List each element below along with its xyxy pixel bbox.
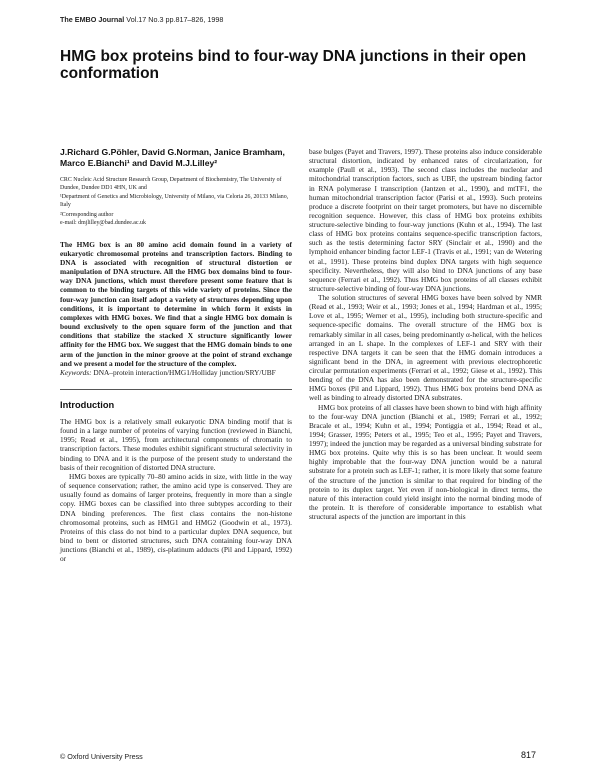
affiliation-milano: ¹Department of Genetics and Microbiology, University of Milano, via Celoria 26, 20133 Milano, Italy bbox=[60, 193, 289, 208]
affiliation-dundee: CRC Nucleic Acid Structure Research Group, Department of Biochemistry, The University of Dundee, Dundee DD1 4HN, UK and bbox=[60, 177, 282, 192]
right-column bbox=[309, 147, 542, 521]
journal-name: The EMBO Journal bbox=[60, 15, 125, 24]
page-number: 817 bbox=[521, 750, 537, 760]
intro-paragraph-2: HMG boxes are typically 70–80 amino acids in size, with little in the way of sequence conservation; rather, the amino acid type is conserved. They are usually found as domains of larger proteins, frequently in more than a single copy. HMG boxes can be classified into three subtypes according to their DNA binding preferences. The first class contains the non-histone chromosomal proteins, such as HMG1 and HMG2 (Goodwin et al., 1973). Proteins of this class do not bind to a particular duplex DNA sequence, but bind to bent or distorted structures, such DNA containing four-way DNA junctions (Bianchi et al., 1989), cis-platinum adducts (Pil and Lippard, 1992) or bbox=[60, 471, 292, 564]
abstract: The HMG box is an 80 amino acid domain found in a variety of eukaryotic chromosomal proteins and transcription factors. Binding to DNA is associated with recognition of structural distortion or manipulation of DNA structure. All the HMG box domains bind to four-way DNA junctions, which must therefore present some feature that is common to the binding targets of this wide variety of proteins. Since the four-way junction can itself adopt a variety of structures depending upon conditions, it is important to determine in which form it exists in complexes with HMG boxes. We find that a single HMG box domain is bound exclusively to the open square form of the junction and that conditions that stabilize the stacked X structure significantly lower affinity for the HMG box. We suggest that the HMG domain binds to one arm of the junction in the minor groove at the point of strand exchange and we present a model for the structure of the complex. bbox=[60, 239, 292, 368]
keywords-label: Keywords: bbox=[60, 367, 92, 377]
intro-paragraph-1: The HMG box is a relatively small eukaryotic DNA binding motif that is found in a large number of proteins of varying function (reviewed in Bianchi, 1995; Read et al., 1995), from architectural components of chromatin to transcription factors. These modules exhibit significant structural selectivity in binding to DNA and it is the purpose of the present study to understand the basis of their recognition of distorted DNA structure. bbox=[60, 416, 292, 472]
publisher-credit: © Oxford University Press bbox=[60, 752, 143, 761]
article-title: HMG box proteins bind to four-way DNA junctions in their open conformation bbox=[60, 48, 527, 82]
journal-header bbox=[60, 15, 223, 24]
corresponding-author-label: ²Corresponding author bbox=[60, 212, 114, 219]
journal-citation: Vol.17 No.3 pp.817–826, 1998 bbox=[124, 15, 224, 24]
introduction-heading: Introduction bbox=[60, 399, 115, 410]
keywords-text: DNA–protein interaction/HMG1/Holliday junction/SRY/UBF bbox=[91, 367, 276, 377]
author-list: J.Richard G.Pöhler, David G.Norman, Janice Bramham, Marco E.Bianchi¹ and David M.J.Lilley² bbox=[60, 147, 285, 169]
corresponding-email: e-mail: dmjlilley@bad.dundee.ac.uk bbox=[60, 219, 146, 226]
body-paragraph-3: HMG box proteins of all classes have been shown to bind with high affinity to the four-way DNA junction (Bianchi et al., 1989; Ferrari et al., 1992; Bracale et al., 1994; Kuhn et al., 1994; Pontiggia et al., 1994; Read et al., 1994; Grasser, 1995; Peters et al., 1995; Teo et al., 1995; Payet and Travers, 1997); indeed the junction may be regarded as a universal binding substrate for HMG box proteins. Quite why this is so has been unclear. It would seem highly improbable that the four-way DNA junction would be a natural substrate for a protein such as LEF-1; rather, it is more likely that some feature of the structure of the junction is similar to that required for binding of the protein to its duplex target. Yet even if non-biological in direct terms, the nature of this interaction could yield insight into the normal binding mode of the protein. It is therefore of considerable importance to establish what structural aspects of the junction are important in this bbox=[309, 402, 542, 521]
left-column bbox=[60, 147, 292, 563]
keywords bbox=[60, 368, 292, 377]
body-paragraph-2: The solution structures of several HMG boxes have been solved by NMR (Read et al., 1993; Weir et al., 1993; Jones et al., 1994; Hardman et al., 1995; Love et al., 1995; Werner et al., 1995), including both structure-specific and sequence-specific domains. The overall structure of the HMG box is remarkably similar in all cases, being predominantly α-helical, with the helices arranged in an L shape. In the complexes of LEF-1 and SRY with their respective DNA targets it can be seen that the HMG domain introduces a significant bend in the DNA, in agreement with previous electrophoretic circular permutation experiments (Ferrari et al., 1992; Giese et al., 1992). This bending of the DNA has also been demonstrated for the structure-specific HMG boxes (Pil and Lippard, 1992). Thus HMG box proteins bend DNA as well as binding to already distorted DNA substrates. bbox=[309, 293, 542, 403]
body-paragraph-1: base bulges (Payet and Travers, 1997). These proteins also induce considerable structural distortion, indicated by enhanced rates of circularization, for example (Paull et al., 1993). The second class includes the nucleolar and mitochondrial transcription factors, such as UBF, the upstream binding factor in RNA polymerase I transcription (Jantzen et al., 1990), and mtTF1, the human mitochondrial transcription factor (Parisi et al., 1993). Such proteins produce a discrete footprint on their target promoters, but have no discernible recognition sequence. However, this class of HMG box proteins exhibits structure-selective binding to four-way junctions (Kuhn et al., 1994). The last class of HMG box proteins contains sequence-specific transcription factors, such as the testis determining factor SRY (Sinclair et al., 1990) and the lymphoid enhancer binding factor LEF-1 (Travis et al., 1991; van de Wetering et al., 1991). These proteins bind duplex DNA targets with high sequence specificity. Nevertheless, they will also bind to DNA junctions of any base sequence (Ferrari et al., 1992). Thus HMG box proteins of all classes exhibit structure-selective binding of four-way DNA junctions. bbox=[309, 147, 542, 293]
section-divider bbox=[60, 389, 292, 390]
